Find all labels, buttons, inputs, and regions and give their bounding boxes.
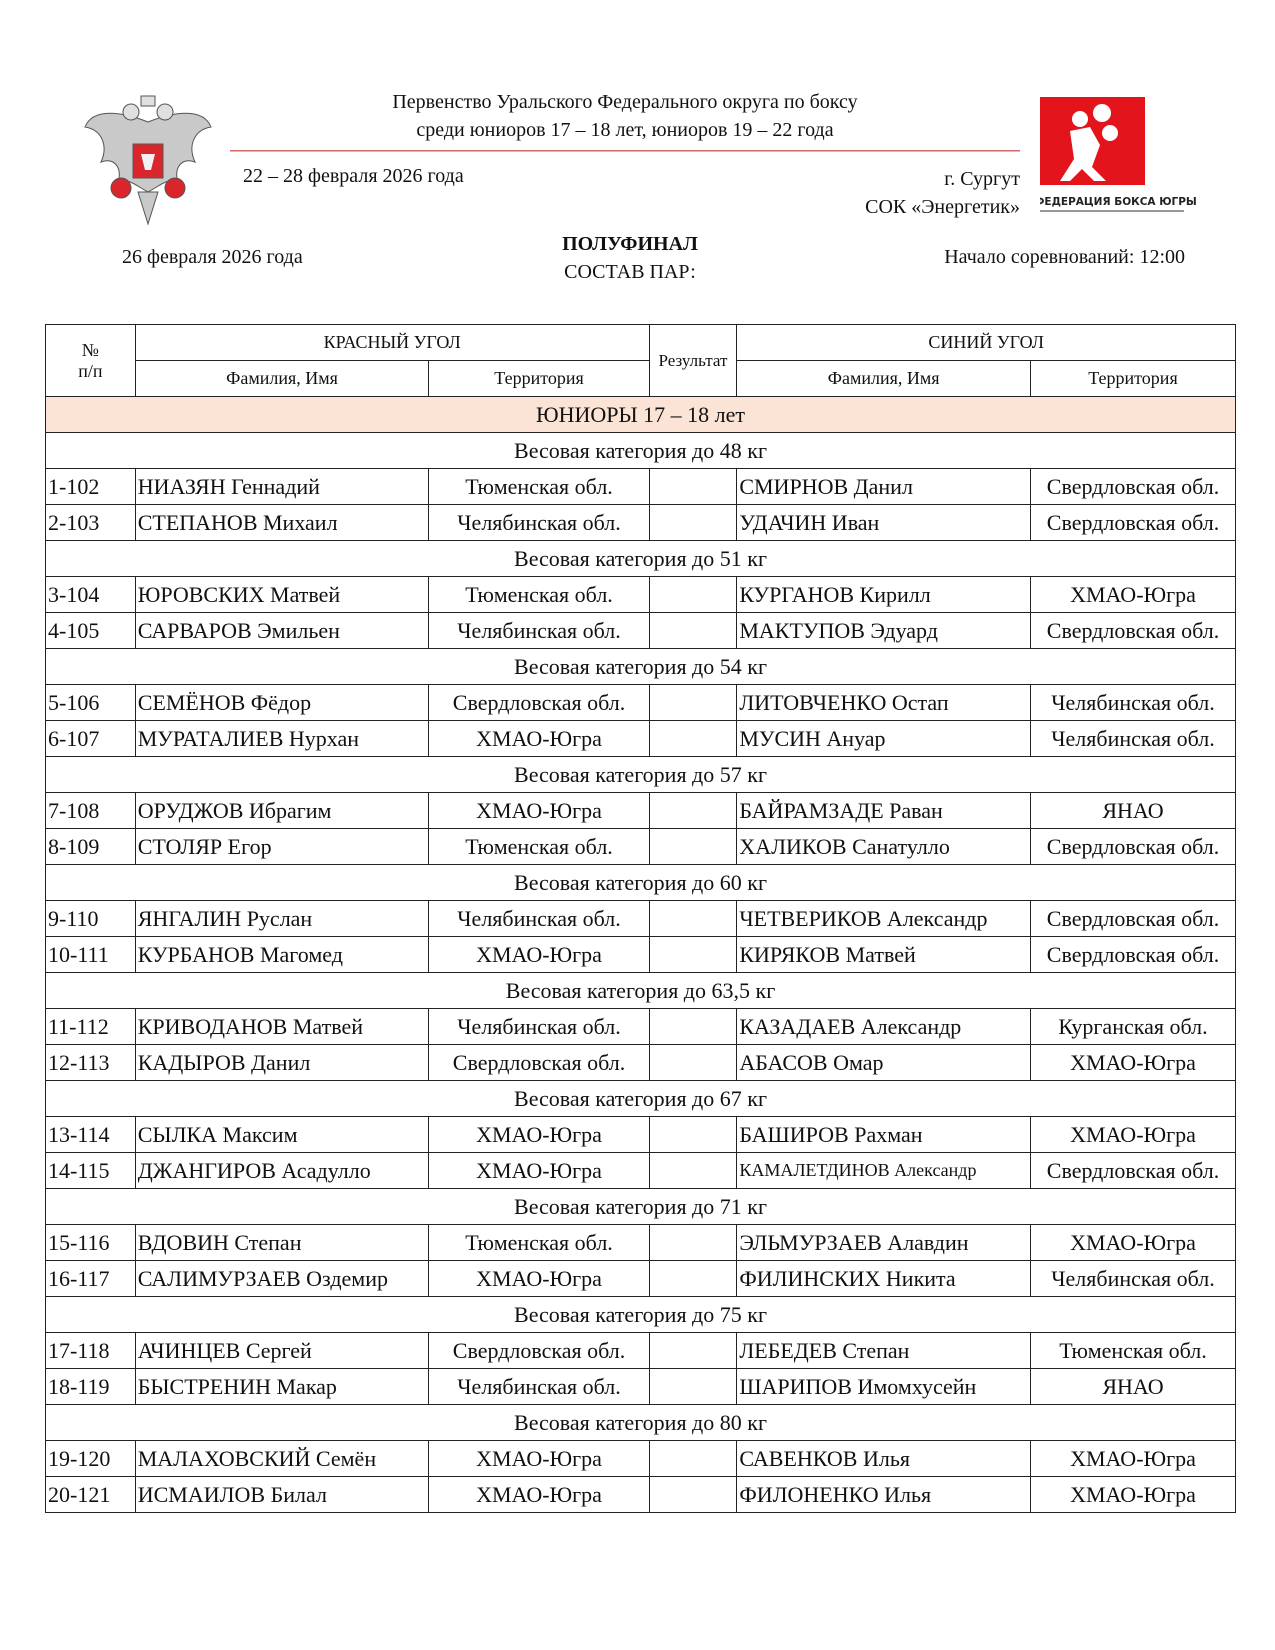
bout-result [649,1441,737,1477]
bout-number: 14-115 [46,1153,136,1189]
blue-boxer-territory: Свердловская обл. [1031,613,1236,649]
weight-category-row [46,757,1236,793]
bout-result [649,937,737,973]
blue-boxer-name: ХАЛИКОВ Санатулло [737,829,1031,865]
red-boxer-territory: Свердловская обл. [429,1333,649,1369]
red-territory-header: Территория [429,361,649,397]
weight-category-row [46,649,1236,685]
red-boxer-name: КАДЫРОВ Данил [135,1045,429,1081]
red-boxer-name: НИАЗЯН Геннадий [135,469,429,505]
red-boxer-territory: Челябинская обл. [429,613,649,649]
table-subheader-row [46,361,1236,397]
blue-boxer-territory: Тюменская обл. [1031,1333,1236,1369]
red-boxer-name: СТОЛЯР Егор [135,829,429,865]
red-boxer-territory: ХМАО-Югра [429,937,649,973]
blue-boxer-territory: ЯНАО [1031,793,1236,829]
weight-category-title: Весовая категория до 67 кг [46,1081,1236,1117]
blue-boxer-territory: ХМАО-Югра [1031,577,1236,613]
bout-row [46,469,1236,505]
bout-row [46,1333,1236,1369]
bout-result [649,613,737,649]
event-location: г. Сургут СОК «Энергетик» [865,168,1020,218]
weight-category-row [46,973,1236,1009]
red-boxer-territory: ХМАО-Югра [429,1153,649,1189]
red-boxer-territory: ХМАО-Югра [429,793,649,829]
bout-result [649,1225,737,1261]
red-boxer-territory: Челябинская обл. [429,1009,649,1045]
blue-boxer-name: МАКТУПОВ Эдуард [737,613,1031,649]
bout-number: 20-121 [46,1477,136,1513]
blue-name-header: Фамилия, Имя [737,361,1031,397]
red-boxer-name: САЛИМУРЗАЕВ Оздемир [135,1261,429,1297]
bout-result [649,721,737,757]
bout-row [46,1369,1236,1405]
bout-row [46,1441,1236,1477]
result-header: Результат [649,325,737,397]
bout-row [46,901,1236,937]
red-corner-header: КРАСНЫЙ УГОЛ [135,325,649,361]
weight-category-title: Весовая категория до 48 кг [46,433,1236,469]
weight-category-row [46,541,1236,577]
red-boxer-name: САРВАРОВ Эмильен [135,613,429,649]
red-boxer-territory: ХМАО-Югра [429,1117,649,1153]
red-boxer-territory: Тюменская обл. [429,469,649,505]
red-boxer-territory: Челябинская обл. [429,901,649,937]
bout-row [46,577,1236,613]
blue-boxer-name: САВЕНКОВ Илья [737,1441,1031,1477]
blue-boxer-territory: ЯНАО [1031,1369,1236,1405]
svg-text:ФЕДЕРАЦИЯ БОКСА ЮГРЫ: ФЕДЕРАЦИЯ БОКСА ЮГРЫ [1040,196,1197,208]
bout-result [649,901,737,937]
red-boxer-name: ВДОВИН Степан [135,1225,429,1261]
red-name-header: Фамилия, Имя [135,361,429,397]
bout-number: 8-109 [46,829,136,865]
red-boxer-name: СЫЛКА Максим [135,1117,429,1153]
red-boxer-name: КРИВОДАНОВ Матвей [135,1009,429,1045]
start-time: Начало соревнований: 12:00 [944,246,1185,268]
bout-result [649,469,737,505]
blue-boxer-territory: Челябинская обл. [1031,721,1236,757]
blue-boxer-name: ФИЛОНЕНКО Илья [737,1477,1031,1513]
bout-row [46,1477,1236,1513]
bout-number: 9-110 [46,901,136,937]
blue-boxer-name: КАМАЛЕТДИНОВ Александр [737,1153,1031,1189]
blue-boxer-territory: Свердловская обл. [1031,901,1236,937]
blue-boxer-territory: Свердловская обл. [1031,1153,1236,1189]
red-boxer-territory: ХМАО-Югра [429,1261,649,1297]
weight-category-title: Весовая категория до 80 кг [46,1405,1236,1441]
col-num-header: № п/п [46,325,136,397]
bout-result [649,1009,737,1045]
bout-row [46,793,1236,829]
red-boxer-territory: ХМАО-Югра [429,1477,649,1513]
bout-result [649,793,737,829]
weight-category-row [46,865,1236,901]
red-boxer-name: ОРУДЖОВ Ибрагим [135,793,429,829]
blue-territory-header: Территория [1031,361,1236,397]
day-date: 26 февраля 2026 года [122,246,303,268]
blue-boxer-territory: ХМАО-Югра [1031,1117,1236,1153]
age-group: ЮНИОРЫ 17 – 18 лет [46,397,1236,433]
weight-category-title: Весовая категория до 71 кг [46,1189,1236,1225]
blue-boxer-name: МУСИН Ануар [737,721,1031,757]
red-boxer-territory: Челябинская обл. [429,505,649,541]
red-boxer-territory: Свердловская обл. [429,1045,649,1081]
bout-row [46,829,1236,865]
red-boxer-name: СТЕПАНОВ Михаил [135,505,429,541]
red-boxer-territory: Челябинская обл. [429,1369,649,1405]
bout-result [649,829,737,865]
bout-row [46,937,1236,973]
red-boxer-territory: Тюменская обл. [429,577,649,613]
weight-category-title: Весовая категория до 63,5 кг [46,973,1236,1009]
boxer-icon [1040,97,1200,227]
red-boxer-territory: Свердловская обл. [429,685,649,721]
weight-category-title: Весовая категория до 75 кг [46,1297,1236,1333]
bout-number: 4-105 [46,613,136,649]
table-header-row [46,325,1236,361]
red-boxer-territory: Тюменская обл. [429,1225,649,1261]
blue-boxer-name: ЭЛЬМУРЗАЕВ Алавдин [737,1225,1031,1261]
blue-boxer-territory: ХМАО-Югра [1031,1045,1236,1081]
bout-result [649,685,737,721]
blue-boxer-territory: Свердловская обл. [1031,505,1236,541]
red-boxer-name: БЫСТРЕНИН Макар [135,1369,429,1405]
bout-result [649,1369,737,1405]
bout-row [46,505,1236,541]
blue-boxer-territory: Свердловская обл. [1031,469,1236,505]
bout-result [649,1333,737,1369]
bouts-table [45,324,1236,1513]
red-boxer-name: ЮРОВСКИХ Матвей [135,577,429,613]
weight-category-row [46,1081,1236,1117]
federation-logo [1040,97,1200,227]
bout-number: 19-120 [46,1441,136,1477]
blue-boxer-territory: ХМАО-Югра [1031,1477,1236,1513]
weight-category-row [46,1297,1236,1333]
red-boxer-name: СЕМЁНОВ Фёдор [135,685,429,721]
bout-number: 17-118 [46,1333,136,1369]
red-boxer-name: МУРАТАЛИЕВ Нурхан [135,721,429,757]
weight-category-row [46,433,1236,469]
blue-corner-header: СИНИЙ УГОЛ [737,325,1236,361]
group-row [46,397,1236,433]
bout-number: 3-104 [46,577,136,613]
bout-row [46,1117,1236,1153]
bout-number: 15-116 [46,1225,136,1261]
blue-boxer-name: ШАРИПОВ Имомхусейн [737,1369,1031,1405]
blue-boxer-name: СМИРНОВ Данил [737,469,1031,505]
stage-title: ПОЛУФИНАЛ СОСТАВ ПАР: [562,233,698,283]
red-boxer-territory: ХМАО-Югра [429,721,649,757]
blue-boxer-name: БАШИРОВ Рахман [737,1117,1031,1153]
weight-category-title: Весовая категория до 54 кг [46,649,1236,685]
bout-row [46,1261,1236,1297]
blue-boxer-territory: Челябинская обл. [1031,685,1236,721]
bout-number: 1-102 [46,469,136,505]
bout-number: 5-106 [46,685,136,721]
blue-boxer-name: КАЗАДАЕВ Александр [737,1009,1031,1045]
bout-result [649,1153,737,1189]
bout-result [649,1261,737,1297]
bout-row [46,1153,1236,1189]
bout-row [46,1045,1236,1081]
blue-boxer-name: БАЙРАМЗАДЕ Раван [737,793,1031,829]
bout-number: 11-112 [46,1009,136,1045]
bout-number: 10-111 [46,937,136,973]
bout-row [46,1225,1236,1261]
bout-row [46,721,1236,757]
blue-boxer-name: ЛЕБЕДЕВ Степан [737,1333,1031,1369]
bout-result [649,1477,737,1513]
blue-boxer-name: ФИЛИНСКИХ Никита [737,1261,1031,1297]
bout-number: 12-113 [46,1045,136,1081]
bout-row [46,685,1236,721]
red-boxer-name: АЧИНЦЕВ Сергей [135,1333,429,1369]
weight-category-title: Весовая категория до 51 кг [46,541,1236,577]
bout-number: 18-119 [46,1369,136,1405]
bout-number: 2-103 [46,505,136,541]
bout-result [649,577,737,613]
bout-result [649,1117,737,1153]
russia-emblem-icon [83,92,213,228]
red-boxer-territory: ХМАО-Югра [429,1441,649,1477]
bout-result [649,505,737,541]
blue-boxer-territory: Свердловская обл. [1031,829,1236,865]
weight-category-row [46,1189,1236,1225]
red-boxer-name: ИСМАИЛОВ Билал [135,1477,429,1513]
event-dates: 22 – 28 февраля 2026 года [243,165,464,187]
bout-row [46,1009,1236,1045]
weight-category-row [46,1405,1236,1441]
tournament-title: Первенство Уральского Федерального округа по боксу среди юниоров 17 – 18 лет, юниоров 19 – 22 года [392,91,858,141]
red-boxer-name: МАЛАХОВСКИЙ Семён [135,1441,429,1477]
blue-boxer-name: ЛИТОВЧЕНКО Остап [737,685,1031,721]
bout-number: 6-107 [46,721,136,757]
red-boxer-name: ДЖАНГИРОВ Асадулло [135,1153,429,1189]
blue-boxer-territory: Свердловская обл. [1031,937,1236,973]
bout-number: 7-108 [46,793,136,829]
blue-boxer-name: КИРЯКОВ Матвей [737,937,1031,973]
blue-boxer-name: УДАЧИН Иван [737,505,1031,541]
bout-row [46,613,1236,649]
blue-boxer-name: АБАСОВ Омар [737,1045,1031,1081]
blue-boxer-territory: ХМАО-Югра [1031,1441,1236,1477]
bout-number: 13-114 [46,1117,136,1153]
bout-number: 16-117 [46,1261,136,1297]
weight-category-title: Весовая категория до 60 кг [46,865,1236,901]
red-boxer-territory: Тюменская обл. [429,829,649,865]
blue-boxer-territory: Курганская обл. [1031,1009,1236,1045]
blue-boxer-name: ЧЕТВЕРИКОВ Александр [737,901,1031,937]
header-divider [230,150,1020,152]
blue-boxer-territory: Челябинская обл. [1031,1261,1236,1297]
red-boxer-name: КУРБАНОВ Магомед [135,937,429,973]
blue-boxer-territory: ХМАО-Югра [1031,1225,1236,1261]
red-boxer-name: ЯНГАЛИН Руслан [135,901,429,937]
blue-boxer-name: КУРГАНОВ Кирилл [737,577,1031,613]
bout-result [649,1045,737,1081]
weight-category-title: Весовая категория до 57 кг [46,757,1236,793]
